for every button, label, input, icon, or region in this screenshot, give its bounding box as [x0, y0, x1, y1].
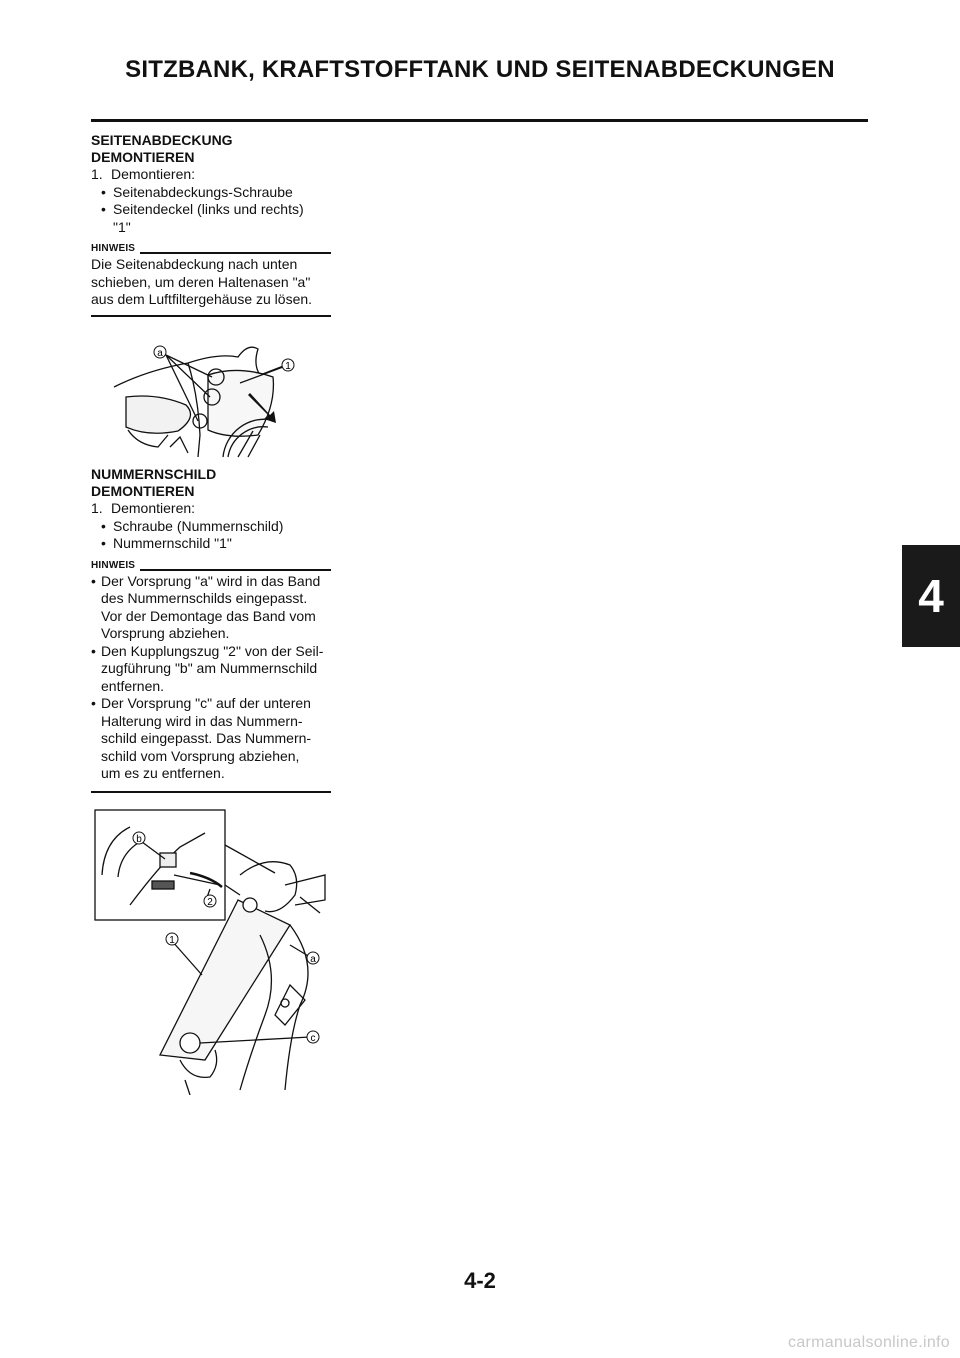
list-item: • Nummernschild "1" [91, 535, 331, 553]
page-number: 4-2 [464, 1268, 496, 1293]
callout-1-label: 1 [169, 935, 175, 946]
note-text: schieben, um deren Haltenasen "a" [91, 273, 311, 290]
callout-1-label: 1 [285, 361, 291, 372]
note-line: Vorsprung abziehen. [101, 625, 230, 641]
note-line: • Der Vorsprung "c" auf der unteren [101, 695, 311, 711]
list-item: • Seitenabdeckungs-Schraube [91, 184, 331, 202]
note-line: schild eingepasst. Das Nummern- [101, 730, 312, 746]
section-heading: DEMONTIEREN [91, 483, 195, 499]
note-item [91, 643, 331, 696]
section-side-cover [91, 132, 331, 317]
side-cover-illustration [108, 335, 308, 460]
list-item: • Seitendeckel (links und rechts) [91, 201, 331, 219]
note-item [91, 573, 331, 643]
note-line: • Der Vorsprung "a" wird in das Band [101, 572, 321, 589]
note-end-rule [91, 315, 331, 317]
note-line: zugführung "b" am Nummernschild [101, 660, 318, 676]
title-rule [91, 119, 868, 122]
section-heading: SEITENABDECKUNG [91, 132, 233, 148]
section-heading: DEMONTIEREN [91, 149, 195, 165]
list-item: • Schraube (Nummernschild) [91, 518, 331, 536]
page-title: SITZBANK, KRAFTSTOFFTANK UND SEITENABDECKUNGEN [125, 56, 835, 83]
step-item [91, 500, 331, 518]
step-text: Demontieren: [111, 500, 196, 516]
note-item [91, 695, 331, 783]
note-line: schild vom Vorsprung abziehen, [101, 747, 300, 764]
note-line: um es zu entfernen. [101, 765, 225, 781]
note-label: HINWEIS [91, 560, 140, 572]
step-number: 1. [91, 500, 103, 516]
note-end-rule [91, 791, 331, 793]
callout-c-label: c [310, 1033, 316, 1044]
note-text: aus dem Luftfiltergehäuse zu lösen. [91, 291, 313, 307]
callout-a-label: a [310, 954, 316, 965]
callout-b-label: b [136, 834, 142, 845]
list-item-continuation: "1" [113, 218, 131, 235]
note-label: HINWEIS [91, 243, 140, 255]
section-heading: NUMMERNSCHILD [91, 466, 217, 482]
step-text: Demontieren: [111, 166, 196, 182]
note-line: • Den Kupplungszug "2" von der Seil- [101, 642, 324, 659]
note-header [91, 559, 331, 573]
watermark: carmanualsonline.info [788, 1334, 950, 1351]
callout-a-label: a [157, 348, 163, 359]
note-header [91, 242, 331, 256]
note-line: des Nummernschilds eingepasst. [101, 590, 308, 606]
chapter-tab: 4 [902, 545, 960, 647]
number-plate-illustration [90, 805, 330, 1095]
step-number: 1. [91, 166, 103, 182]
section-number-plate [91, 466, 331, 793]
callout-2-label: 2 [207, 897, 213, 908]
note-line: Vor der Demontage das Band vom [101, 607, 316, 624]
note-line: Halterung wird in das Nummern- [101, 712, 303, 729]
note-text: Die Seitenabdeckung nach unten [91, 256, 298, 272]
step-item [91, 166, 331, 184]
note-line: entfernen. [101, 677, 165, 694]
